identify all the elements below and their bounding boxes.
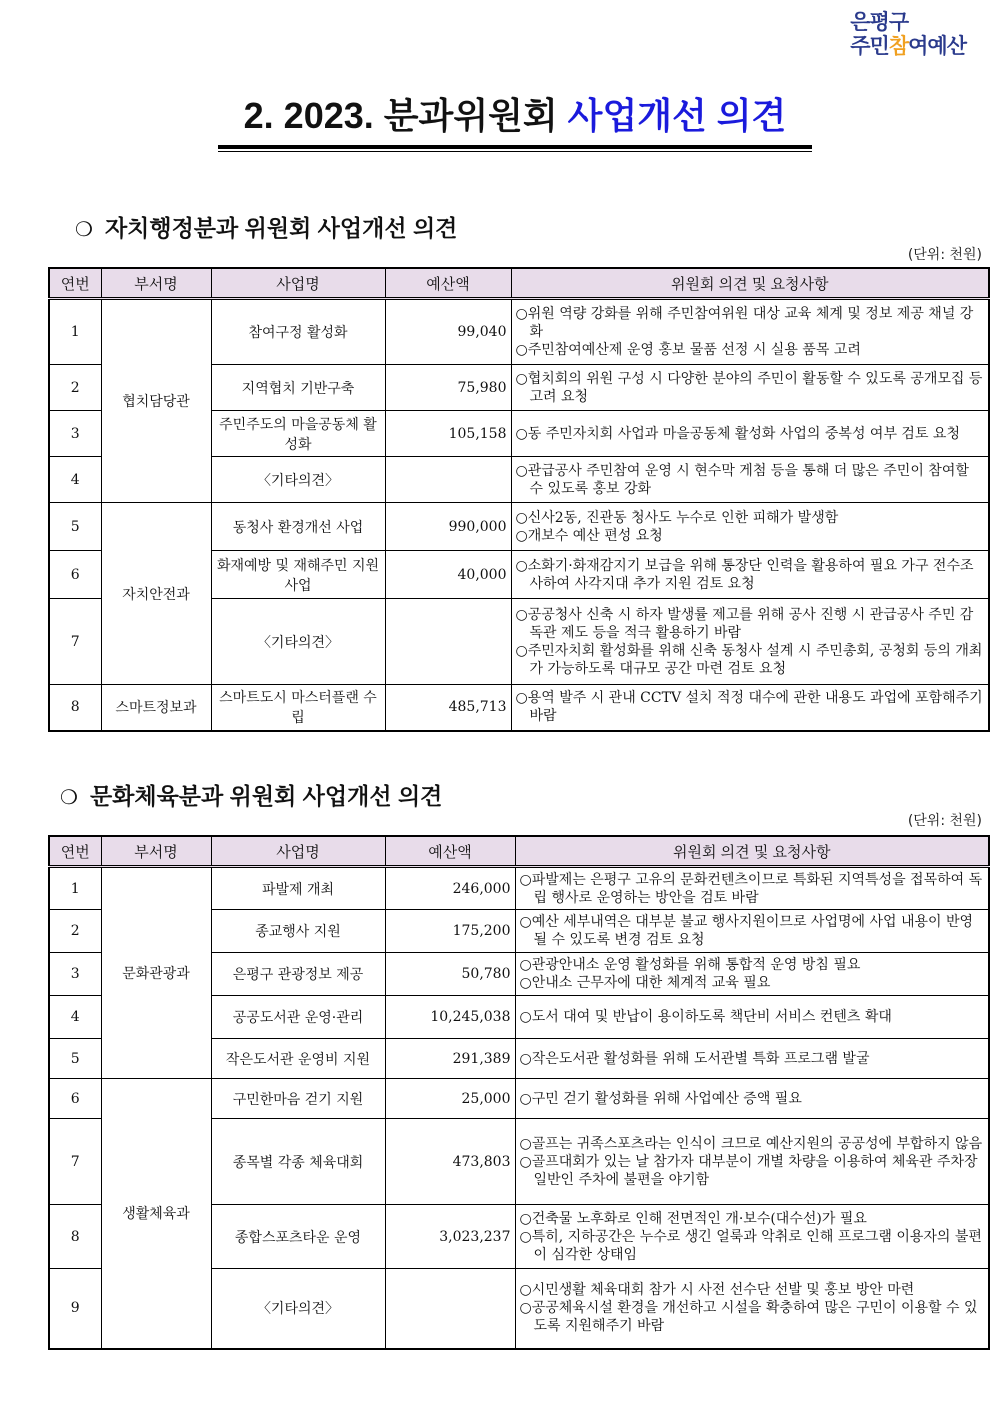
row-budget: 105,158 [385,411,511,457]
row-project: 〈기타의견〉 [211,599,385,685]
row-no: 3 [49,953,101,996]
row-opinion [515,1205,989,1269]
opinion-item: ○작은도서관 활성화를 위해 도서관별 특화 프로그램 발굴 [519,1050,870,1067]
row-project: 스마트도시 마스터플랜 수립 [211,685,385,731]
logo-text: 주민 [850,34,889,58]
section-heading-admin [75,210,457,243]
row-budget: 473,803 [385,1119,515,1205]
row-project: 참여구정 활성화 [211,299,385,365]
opinion-item: ○특히, 지하공간은 누수로 생긴 얼룩과 악취로 인해 프로그램 이용자의 불편이 심각한 상태임 [519,1228,982,1263]
opinion-item: ○용역 발주 시 관내 CCTV 설치 적정 대수에 관한 내용도 과업에 포함해주기 바람 [515,690,983,725]
section-heading-culture [60,778,442,811]
row-budget: 291,389 [385,1039,515,1079]
row-budget: 175,200 [385,910,515,953]
row-budget: 990,000 [385,503,511,551]
row-budget: 10,245,038 [385,996,515,1039]
section-heading-text: 자치행정분과 위원회 사업개선 의견 [104,215,458,241]
row-opinion [515,1039,989,1079]
row-budget: 75,980 [385,365,511,411]
logo-text: 여예산 [908,34,966,58]
row-project: 공공도서관 운영·관리 [211,996,385,1039]
opinion-item: ○예산 세부내역은 대부분 불교 행사지원이므로 사업명에 사업 내용이 반영될 수 있도록 변경 검토 요청 [519,914,974,948]
title-highlight: 사업개선 의견 [567,95,787,136]
table-row [49,1079,989,1119]
row-budget [385,457,511,503]
col-header-dept: 부서명 [101,268,211,299]
opinion-item: ○구민 걷기 활성화를 위해 사업예산 증액 필요 [519,1090,802,1107]
row-no: 8 [49,685,101,731]
eunpyeong-participatory-budget-logo [850,10,966,58]
row-no: 2 [49,910,101,953]
row-opinion [515,953,989,996]
opinion-item: ○골프대회가 있는 날 참가자 대부분이 개별 차량을 이용하여 체육관 주차장 일반인 주차에 불편을 야기함 [519,1153,978,1188]
row-budget: 246,000 [385,867,515,910]
col-header-opinion: 위원회 의견 및 요청사항 [515,836,989,867]
logo-line-2 [850,34,966,58]
row-no: 4 [49,457,101,503]
opinion-item: ○협치회의 위원 구성 시 다양한 분야의 주민이 활동할 수 있도록 공개모집 등 고려 요청 [515,370,983,405]
opinion-item: ○관급공사 주민참여 운영 시 현수막 게첨 등을 통해 더 많은 주민이 참여할 수 있도록 홍보 강화 [515,462,969,497]
logo-line-1: 은평구 [850,10,909,34]
row-budget: 3,023,237 [385,1205,515,1269]
row-project: 은평구 관광정보 제공 [211,953,385,996]
opinion-item: ○파발제는 은평구 고유의 문화컨텐츠이므로 특화된 지역특성을 접목하여 독립 행사로 운영하는 방안을 검토 바람 [519,871,983,906]
col-header-project: 사업명 [211,268,385,299]
row-project: 동청사 환경개선 사업 [211,503,385,551]
row-no: 8 [49,1205,101,1269]
unit-label: (단위: 천원) [907,247,982,263]
col-header-opinion: 위원회 의견 및 요청사항 [511,268,989,299]
title-underline [218,145,812,152]
opinion-item: ○도서 대여 및 반납이 용이하도록 책단비 서비스 컨텐츠 확대 [519,1009,892,1025]
row-no: 3 [49,411,101,457]
opinion-item: ○개보수 예산 편성 요청 [515,527,663,544]
row-dept: 문화관광과 [101,867,211,1079]
circle-bullet-icon: ❍ [75,219,93,241]
logo-accent-text: 참 [888,34,909,58]
opinion-item: ○위원 역량 강화를 위해 주민참여위원 대상 교육 체계 및 정보 제공 채널 강화 [515,306,974,340]
circle-bullet-icon: ❍ [60,787,78,809]
row-project: 파발제 개최 [211,867,385,910]
table-header-row [49,268,989,299]
row-budget: 99,040 [385,299,511,365]
row-no: 5 [49,1039,101,1079]
row-dept: 생활체육과 [101,1079,211,1349]
section-heading-text: 문화체육분과 위원회 사업개선 의견 [89,783,443,809]
opinion-item: ○주민자치회 활성화를 위해 신축 동청사 설계 시 주민총회, 공청회 등의 개최가 가능하도록 대규모 공간 마련 검토 요청 [515,642,983,677]
row-budget [385,599,511,685]
opinion-item: ○골프는 귀족스포츠라는 인식이 크므로 예산지원의 공공성에 부합하지 않음 [519,1135,983,1152]
page-title-block [218,88,812,152]
row-opinion [511,503,989,551]
table-header-row [49,836,989,867]
row-no: 9 [49,1269,101,1349]
row-opinion [515,910,989,953]
row-opinion [511,411,989,457]
opinion-item: ○관광안내소 운영 활성화를 위해 통합적 운영 방침 필요 [519,957,861,973]
page-title [218,88,812,139]
row-opinion [515,1079,989,1119]
row-project: 화재예방 및 재해주민 지원사업 [211,551,385,599]
row-project: 종교행사 지원 [211,910,385,953]
table-culture-committee [48,835,990,1350]
row-dept: 자치안전과 [101,503,211,685]
row-project: 작은도서관 운영비 지원 [211,1039,385,1079]
row-opinion [511,457,989,503]
table-admin-committee [48,267,990,732]
row-opinion [515,996,989,1039]
row-opinion [515,1269,989,1349]
row-opinion [515,867,989,910]
row-project: 〈기타의견〉 [211,1269,385,1349]
row-project: 지역협치 기반구축 [211,365,385,411]
row-no: 1 [49,867,101,910]
col-header-project: 사업명 [211,836,385,867]
row-opinion [511,685,989,731]
row-budget: 40,000 [385,551,511,599]
row-budget: 25,000 [385,1079,515,1119]
col-header-dept: 부서명 [101,836,211,867]
col-header-no: 연번 [49,268,101,299]
row-opinion [511,365,989,411]
row-project: 구민한마음 걷기 지원 [211,1079,385,1119]
row-opinion [511,599,989,685]
row-no: 1 [49,299,101,365]
row-budget: 50,780 [385,953,515,996]
table-row [49,867,989,910]
table-row [49,503,989,551]
row-opinion [511,299,989,365]
row-no: 4 [49,996,101,1039]
row-opinion [515,1119,989,1205]
row-opinion [511,551,989,599]
row-no: 7 [49,599,101,685]
row-budget [385,1269,515,1349]
row-project: 종목별 각종 체육대회 [211,1119,385,1205]
unit-label: (단위: 천원) [907,813,982,829]
row-no: 6 [49,1079,101,1119]
opinion-item: ○주민참여예산제 운영 홍보 물품 선정 시 실용 품목 고려 [515,342,861,358]
opinion-item: ○소화기·화재감지기 보급을 위해 통장단 인력을 활용하여 필요 가구 전수조사하여 사각지대 추가 지원 검토 요청 [515,557,974,592]
row-no: 7 [49,1119,101,1205]
col-header-no: 연번 [49,836,101,867]
table-row [49,299,989,365]
row-project: 종합스포츠타운 운영 [211,1205,385,1269]
row-budget: 485,713 [385,685,511,731]
col-header-budget: 예산액 [385,268,511,299]
opinion-item: ○공공체육시설 환경을 개선하고 시설을 확충하여 많은 구민이 이용할 수 있도록 지원해주기 바람 [519,1300,978,1335]
row-dept: 스마트정보과 [101,685,211,731]
row-no: 6 [49,551,101,599]
table-row [49,685,989,731]
opinion-item: ○신사2동, 진관동 청사도 누수로 인한 피해가 발생함 [515,509,839,526]
row-project: 〈기타의견〉 [211,457,385,503]
opinion-item: ○건축물 노후화로 인해 전면적인 개·보수(대수선)가 필요 [519,1210,867,1227]
opinion-item: ○동 주민자치회 사업과 마을공동체 활성화 사업의 중복성 여부 검토 요청 [515,425,960,442]
row-no: 2 [49,365,101,411]
opinion-item: ○시민생활 체육대회 참가 시 사전 선수단 선발 및 홍보 방안 마련 [519,1282,915,1299]
col-header-budget: 예산액 [385,836,515,867]
opinion-item: ○공공청사 신축 시 하자 발생률 제고를 위해 공사 진행 시 관급공사 주민 감독관 제도 등을 적극 활용하기 바람 [515,606,974,641]
row-dept: 협치담당관 [101,299,211,503]
title-main: 2. 2023. 분과위원회 [243,95,558,136]
row-project: 주민주도의 마을공동체 활성화 [211,411,385,457]
row-no: 5 [49,503,101,551]
opinion-item: ○안내소 근무자에 대한 체계적 교육 필요 [519,975,771,991]
